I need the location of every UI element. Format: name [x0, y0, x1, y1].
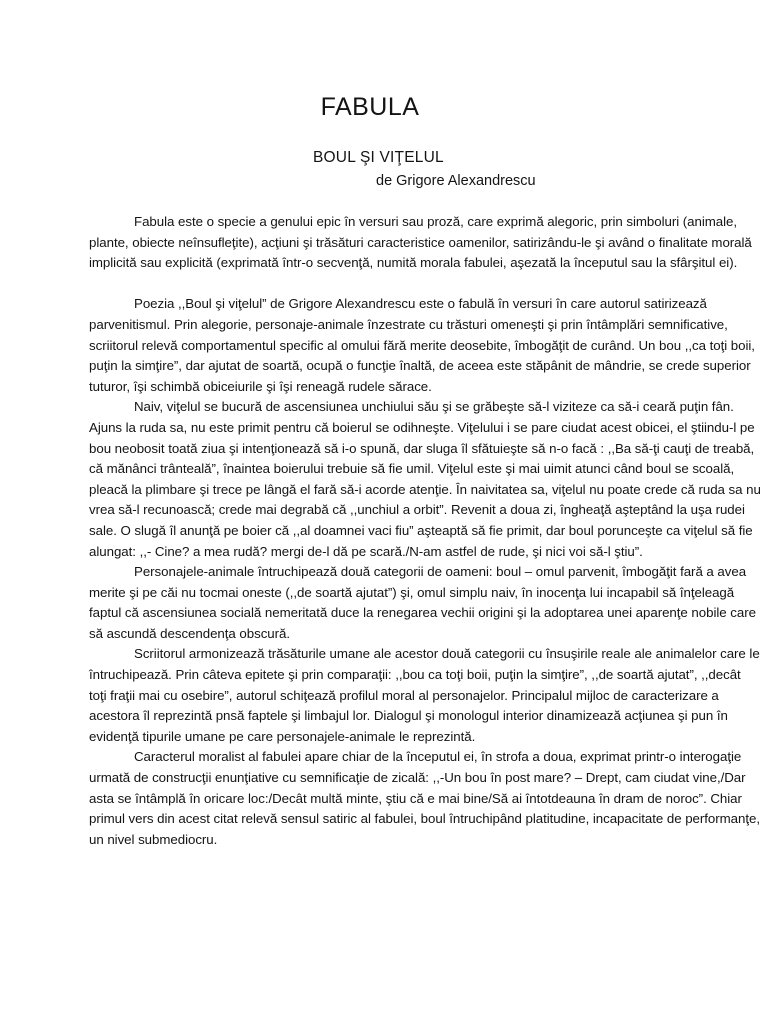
poem-title: BOUL ŞI VIŢELUL: [313, 149, 444, 166]
paragraph-definition: Fabula este o specie a genului epic în versuri sau proză, care exprimă alegoric, prin simboluri (animale, plante, obiecte neînsufleţite), acţiuni şi trăsături caracteristice oamenilor, satirizându-le şi având o finalitate morală implicită sau explicită (exprimată într-o secvenţă, numită morala fabulei, aşezată la începutul sau la sfârşitul ei).: [89, 214, 752, 271]
paragraph-characterization: Scriitorul armonizează trăsăturile umane ale acestor două categorii cu însuşirile reale ale animalelor care le întruchipează. Prin câteva epitete şi prin comparaţii: ,,bou ca toţi boii, puţin la simţire”, ,,de soartă ajutat”, ,,decât toţi fraţii mai cu osebire”, autorul schiţează profilul moral al personajelor. Principalul mijloc de caracterizare a acestora îl reprezintă pnsă faptele şi limbajul lor. Dialogul şi monologul interior dinamizează acţiunea şi pun în evidenţă tipurile umane pe care personajele-animale le reprezintă.: [89, 646, 760, 744]
paragraph-characters: Personajele-animale întruchipează două categorii de oameni: boul – omul parvenit, îmbogăţit fară a avea merite şi pe căi nu tocmai oneste (,,de soartă ajutat”) şi, omul simplu naiv, în inocenţa lui incapabil să înţeleagă faptul că ascensiunea socială nemeritată duce la renegarea vechii origini şi la adoptarea unei aparenţe nobile care să ascundă descendenţa obscură.: [89, 564, 756, 641]
paragraph-moral: Caracterul moralist al fabulei apare chiar de la începutul ei, în strofa a doua, exprimat printr-o interogaţie urmată de construcţii enunţiative cu semnificaţie de zicală: ,,-Un bou în post mare? – Drept, cam ciudat vine,/Dar asta se întâmplă în oricare loc:/Decât multă minte, ştiu că e mai bine/Să ai întotdeauna în dram de noroc”. Chiar primul vers din acest citat relevă sensul satiric al fabulei, boul întruchipând platitudine, incapacitate de performanţe, un nivel submediocru.: [89, 749, 760, 847]
document-body: [89, 212, 761, 850]
document-title: FABULA: [320, 93, 420, 121]
paragraph-introduction: Poezia ,,Boul şi viţelul” de Grigore Alexandrescu este o fabulă în versuri în care autorul satirizează parvenitismul. Prin alegorie, personaje-animale înzestrate cu trăsturi omeneşti şi prin întâmplări semnificative, scriitorul relevă comportamentul specific al omului fără merite deosebite, îmbogăţit de curând. Un bou ,,ca toţi boii, puţin la simţire”, dar ajutat de soartă, ocupă o funcţie înaltă, de aceea este stăpânit de mândrie, se crede superior tuturor, îşi schimbă obiceiurile şi îşi reneagă rudele sărace.: [89, 296, 755, 394]
author-line: de Grigore Alexandrescu: [376, 173, 536, 189]
paragraph-plot: Naiv, viţelul se bucură de ascensiunea unchiului său şi se grăbeşte să-l viziteze ca să-i ceară puţin fân. Ajuns la ruda sa, nu este primit pentru că boierul se odihneşte. Viţelului i se pare ciudat acest obicei, el ştiindu-l pe bou neobosit toată ziua şi intenţionează să i-o spună, dar sluga îl sfătuieşte să n-o facă : ,,Ba să-ţi cauţi de treabă, că mănânci trânteală”, înaintea boierului trebuie să fie umil. Viţelul este şi mai uimit atunci când boul se scoală, pleacă la plimbare şi trece pe lângă el fară să-i acorde atenţie. În naivitatea sa, viţelul nu poate crede că ruda sa nu vrea să-l recunoască; crede mai degrabă că ,,unchiul a orbit”. Revenit a doua zi, îngheaţă aşteptând la uşa rudei sale. O slugă îl anunţă pe boier că ,,al doamnei vaci fiu” aşteaptă să fie primit, dar boul porunceşte ca viţelul să fie alungat: ,,- Cine? a mea rudă? mergi de-l dă pe scară./N-am astfel de rude, şi nici voi să-l ştiu”.: [89, 399, 761, 559]
